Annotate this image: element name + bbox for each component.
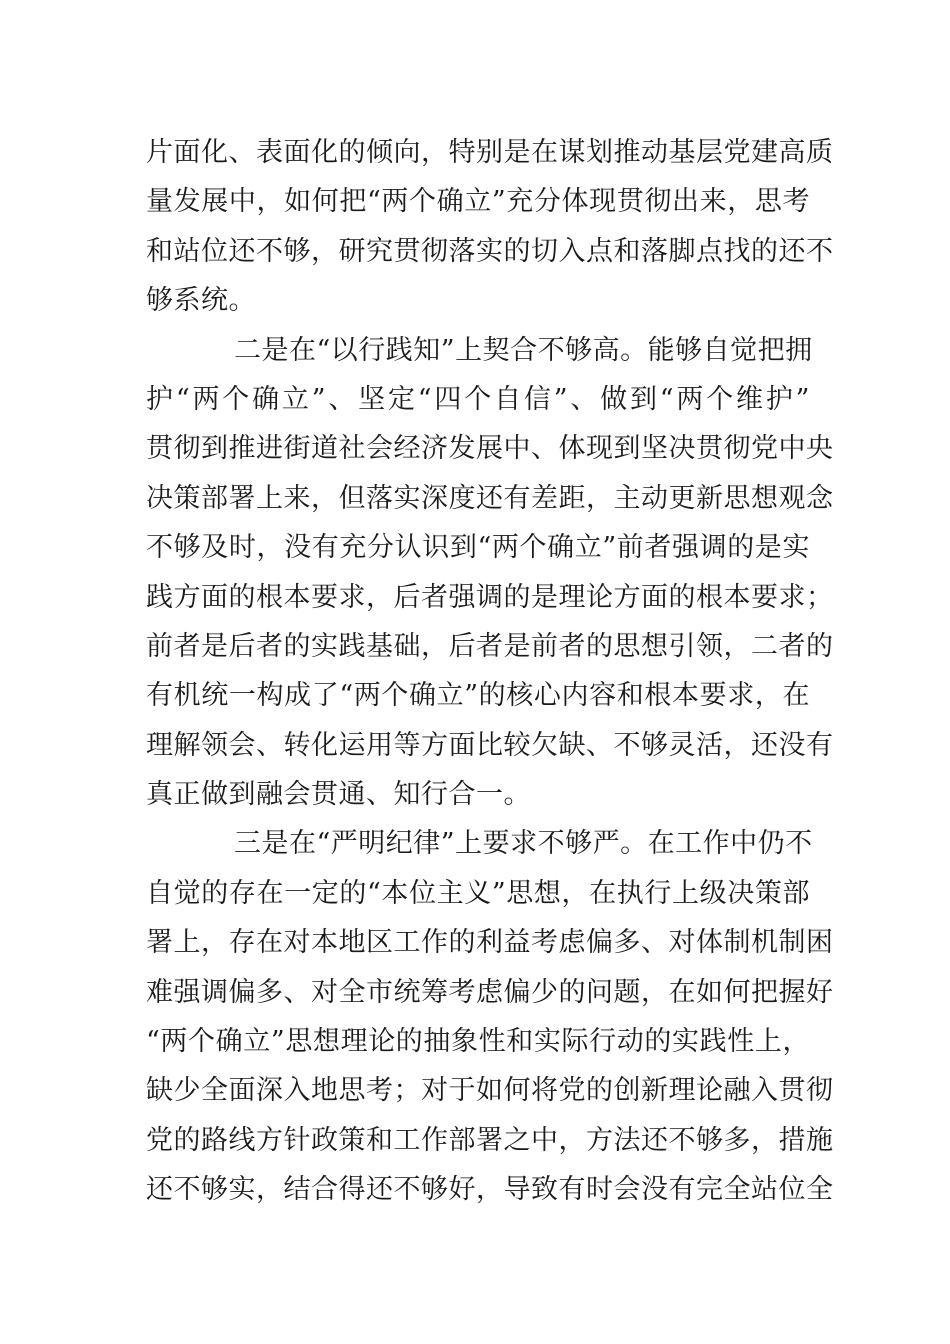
text-line: 片面化、表面化的倾向，特别是在谋划推动基层党建高质 [146, 137, 834, 168]
text-line: 署上，存在对本地区工作的利益考虑偏多、对体制机制困 [146, 927, 834, 959]
document-body [146, 128, 834, 1215]
text-line: 贯彻到推进街道社会经济发展中、体现到坚决贯彻党中央 [146, 433, 834, 465]
text-line: 还不够实，结合得还不够好，导致有时会没有完全站位全 [146, 1174, 834, 1206]
paragraph [146, 326, 834, 820]
text-line: 自觉的存在一定的“本位主义”思想，在执行上级决策部 [146, 877, 810, 909]
paragraph [146, 128, 834, 326]
text-line: 二是在“以行践知”上契合不够高。能够自觉把拥 [234, 334, 813, 366]
text-line: 党的路线方针政策和工作部署之中，方法还不够多，措施 [146, 1124, 834, 1156]
text-line: 量发展中，如何把“两个确立”充分体现贯彻出来，思考 [146, 186, 810, 218]
text-line: 不够及时，没有充分认识到“两个确立”前者强调的是实 [146, 532, 810, 564]
text-line: 理解领会、转化运用等方面比较欠缺、不够灵活，还没有 [146, 729, 834, 761]
text-line: 够系统。 [146, 285, 256, 317]
text-line: 护“两个确立”、坚定“四个自信”、做到“两个维护” [146, 383, 810, 415]
text-line: 难强调偏多、对全市统筹考虑偏少的问题，在如何把握好 [146, 976, 834, 1008]
paragraph [146, 819, 834, 1214]
text-line: 践方面的根本要求，后者强调的是理论方面的根本要求； [146, 581, 834, 613]
text-line: 有机统一构成了“两个确立”的核心内容和根本要求，在 [146, 680, 810, 712]
text-line: 决策部署上来，但落实深度还有差距，主动更新思想观念 [146, 482, 834, 514]
text-line: “两个确立”思想理论的抽象性和实际行动的实践性上， [146, 1026, 810, 1058]
text-line: 真正做到融会贯通、知行合一。 [146, 779, 531, 811]
text-line: 缺少全面深入地思考；对于如何将党的创新理论融入贯彻 [146, 1075, 834, 1107]
text-line: 三是在“严明纪律”上要求不够严。在工作中仍不 [234, 828, 813, 860]
text-line: 前者是后者的实践基础，后者是前者的思想引领，二者的 [146, 630, 834, 662]
text-line: 和站位还不够，研究贯彻落实的切入点和落脚点找的还不 [146, 235, 834, 267]
